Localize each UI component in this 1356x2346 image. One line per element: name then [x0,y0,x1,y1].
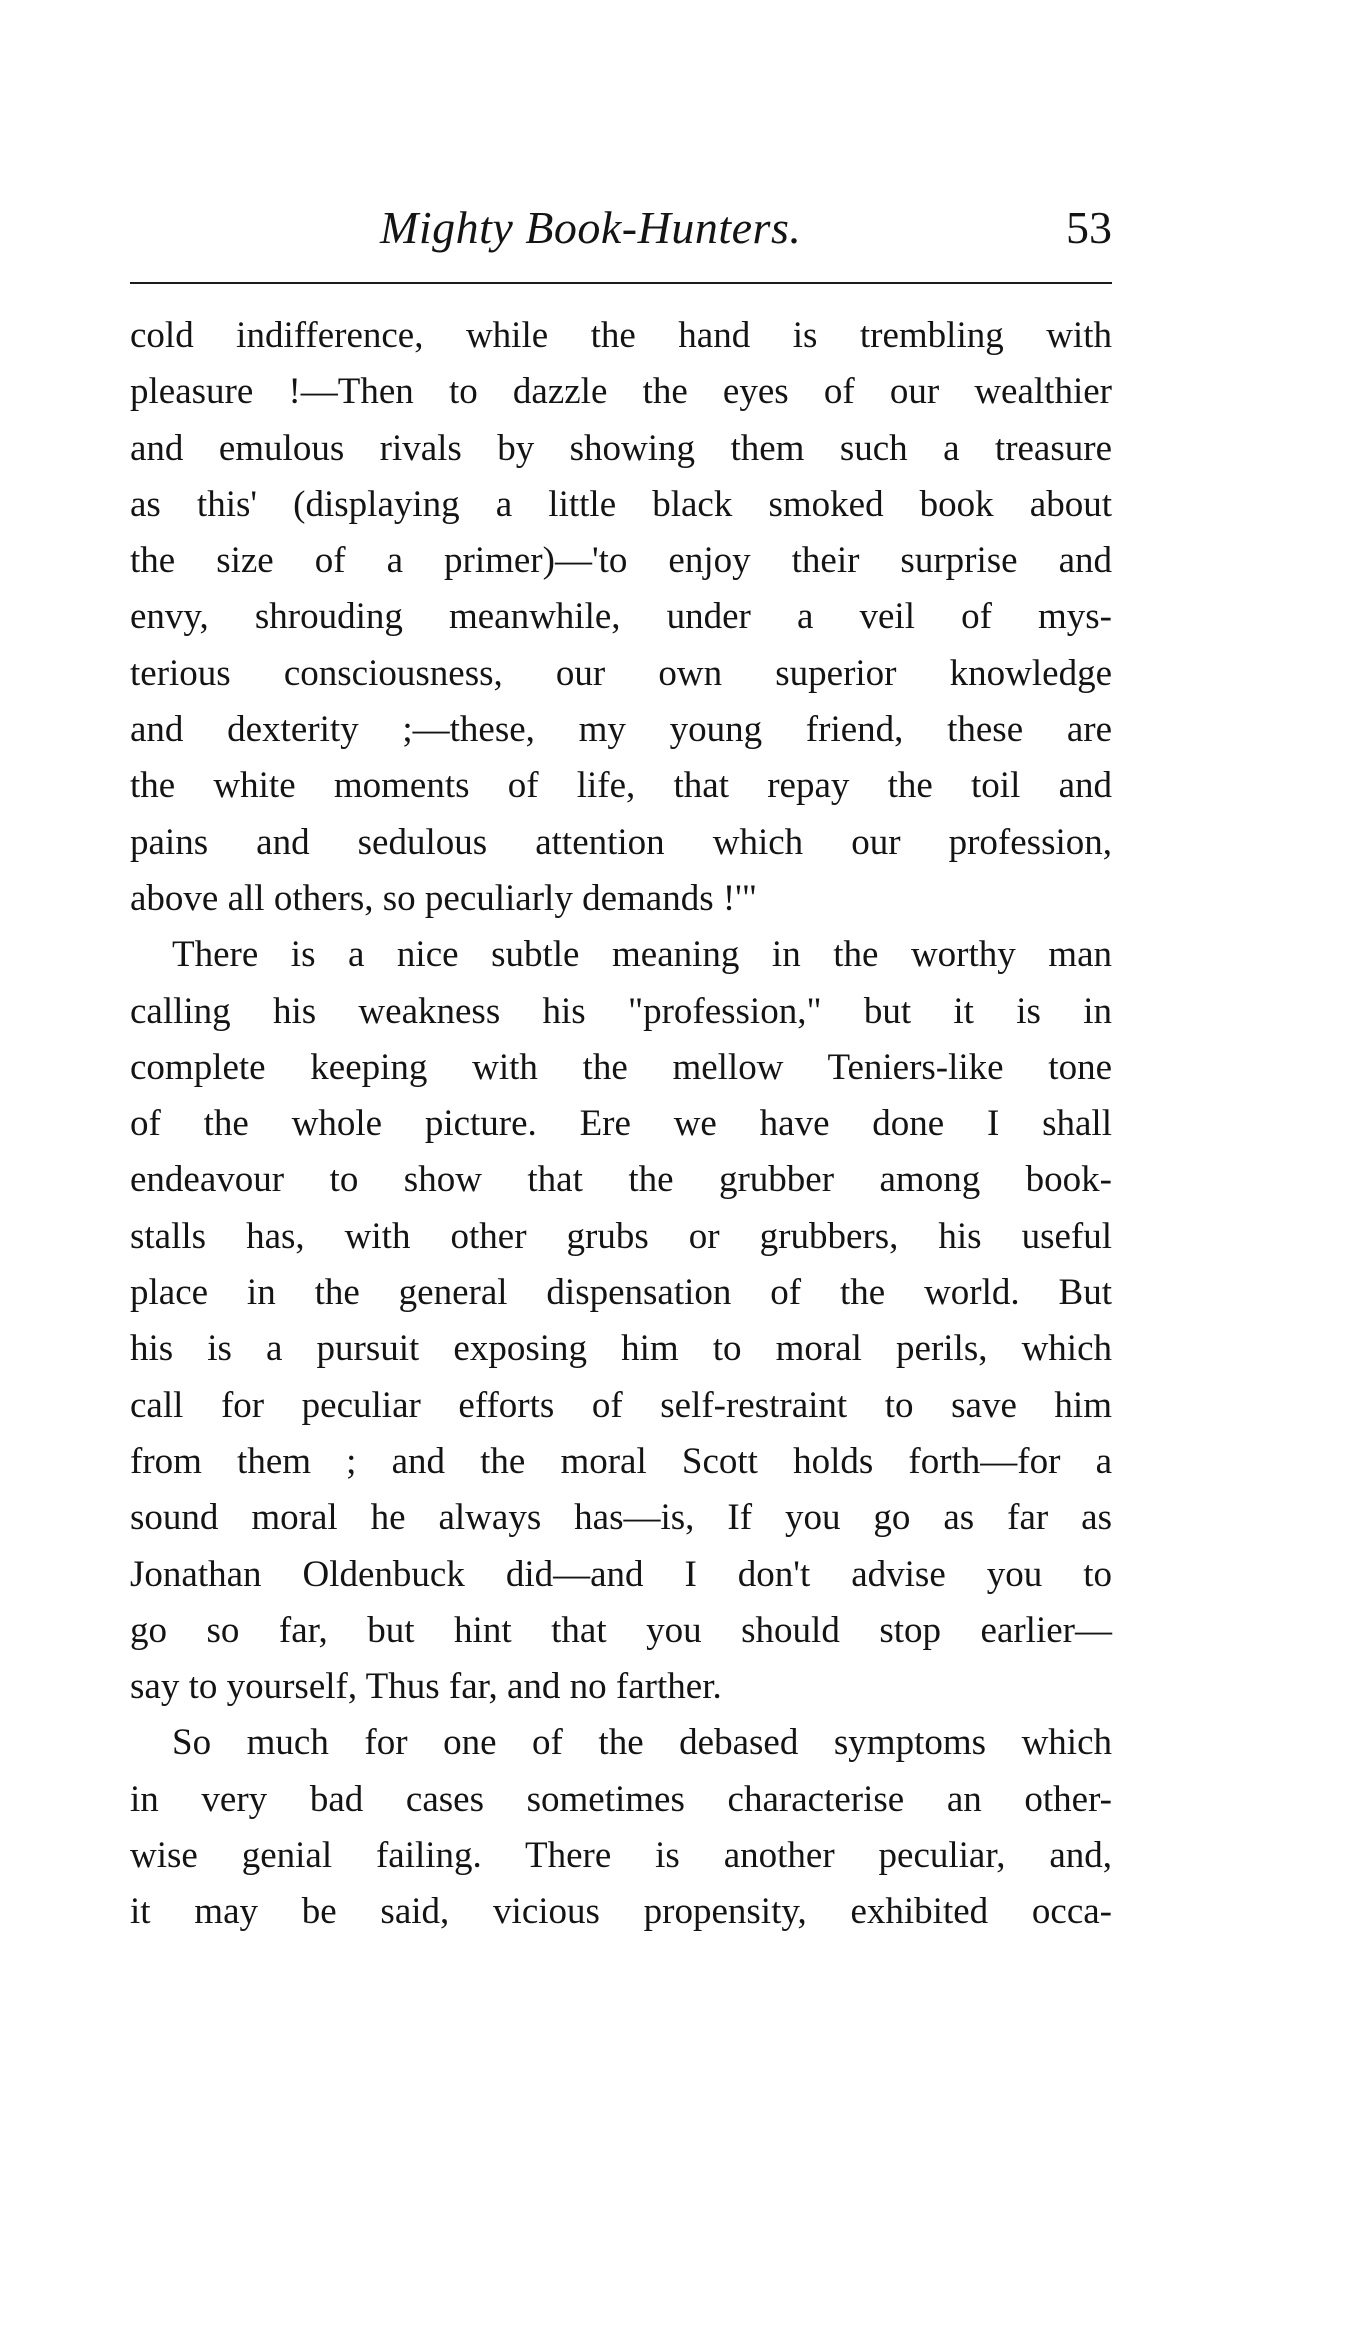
text-line: and dexterity ;—these, my young friend, these are [130,709,1112,751]
text-line: in very bad cases sometimes characterise an other- [130,1778,1112,1820]
text-line: calling his weakness his "profession," but it is in [130,990,1112,1032]
text-line: say to yourself, Thus far, and no farther. [130,1666,722,1708]
text-line: wise genial failing. There is another peculiar, and, [130,1835,1112,1877]
text-line: of the whole picture. Ere we have done I shall [130,1103,1112,1145]
running-title: Mighty Book-Hunters. [380,202,802,253]
text-line: Jonathan Oldenbuck did—and I don't advise you to [130,1553,1112,1595]
text-line: it may be said, vicious propensity, exhibited occa- [130,1891,1112,1933]
text-line: stalls has, with other grubs or grubbers, his useful [130,1215,1112,1257]
text-line: the size of a primer)—'to enjoy their surprise and [130,540,1112,582]
text-line: sound moral he always has—is, If you go as far as [130,1497,1112,1539]
text-line: endeavour to show that the grubber among book- [130,1159,1112,1201]
text-line: the white moments of life, that repay the toil and [130,765,1112,807]
text-line: cold indifference, while the hand is trembling with [130,315,1112,356]
text-line: his is a pursuit exposing him to moral perils, which [130,1328,1112,1370]
text-line: above all others, so peculiarly demands !'" [130,877,757,919]
paragraph [130,927,1112,1715]
text-line: and emulous rivals by showing them such a treasure [130,427,1112,469]
running-head [130,198,1112,268]
text-line: go so far, but hint that you should stop earlier— [130,1609,1112,1651]
text-line: call for peculiar efforts of self-restraint to save him [130,1384,1112,1426]
body-text [130,308,1112,1941]
text-line: complete keeping with the mellow Teniers-like tone [130,1046,1112,1088]
text-line: from them ; and the moral Scott holds forth—for a [130,1440,1112,1482]
text-line: So much for one of the debased symptoms which [172,1722,1112,1764]
header-rule [130,282,1112,284]
paragraph [130,308,1112,927]
paragraph [130,1715,1112,1940]
text-line: pleasure !—Then to dazzle the eyes of our wealthier [130,371,1112,413]
text-line: pains and sedulous attention which our profession, [130,821,1112,863]
text-line: as this' (displaying a little black smoked book about [130,483,1112,525]
text-line: place in the general dispensation of the world. But [130,1272,1112,1314]
page-number: 53 [1066,202,1112,253]
text-line: There is a nice subtle meaning in the worthy man [172,934,1112,976]
text-line: envy, shrouding meanwhile, under a veil of mys- [130,596,1112,638]
text-line: terious consciousness, our own superior knowledge [130,652,1112,694]
